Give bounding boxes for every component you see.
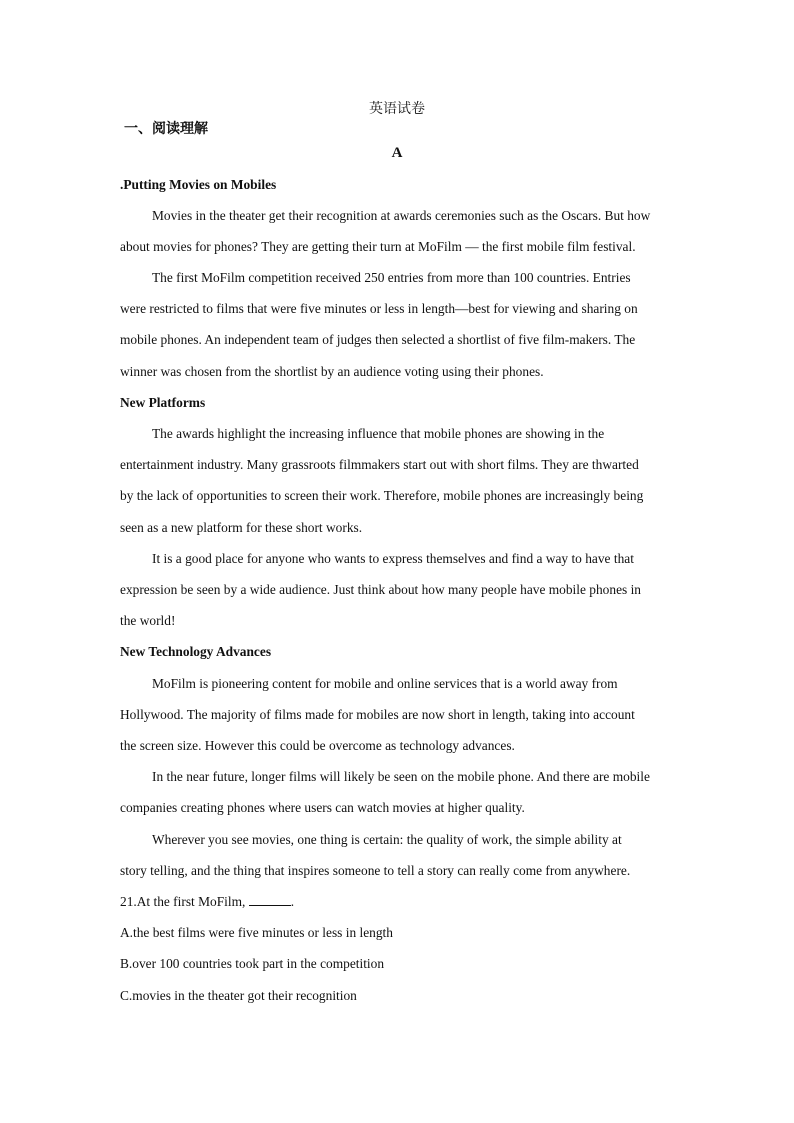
paragraph-4-line-3: the world! <box>120 613 176 628</box>
paragraph-3-line-4: seen as a new platform for these short works. <box>120 520 363 535</box>
section-heading: 一、阅读理解 <box>124 121 208 137</box>
paragraph-5-line-2: Hollywood. The majority of films made for mobiles are now short in length, taking into account <box>120 707 635 722</box>
paragraph-3-line-2: entertainment industry. Many grassroots filmmakers start out with short films. They are thwarted <box>120 457 639 472</box>
paragraph-2-line-3: mobile phones. An independent team of judges then selected a shortlist of five film-makers. The <box>120 332 636 347</box>
paragraph-7-line-2: story telling, and the thing that inspires someone to tell a story can really come from anywhere. <box>120 863 631 878</box>
paragraph-4-line-2: expression be seen by a wide audience. Just think about how many people have mobile phones in <box>120 582 641 597</box>
paragraph-4-line-1: It is a good place for anyone who wants to express themselves and find a way to have that <box>152 551 634 566</box>
paragraph-5-line-3: the screen size. However this could be overcome as technology advances. <box>120 738 515 753</box>
passage-label: A <box>391 145 403 161</box>
paragraph-6-line-2: companies creating phones where users can watch movies at higher quality. <box>120 800 525 815</box>
paragraph-3-line-3: by the lack of opportunities to screen their work. Therefore, mobile phones are increasingly being <box>120 488 644 503</box>
option-c: C.movies in the theater got their recognition <box>120 988 357 1003</box>
question-21-stem <box>120 893 680 911</box>
paragraph-7-line-1: Wherever you see movies, one thing is certain: the quality of work, the simple ability at <box>152 832 622 847</box>
paragraph-2-line-1: The first MoFilm competition received 250 entries from more than 100 countries. Entries <box>152 270 631 285</box>
heading-new-technology: New Technology Advances <box>120 644 272 659</box>
answer-blank <box>249 893 291 906</box>
paragraph-1-line-2: about movies for phones? They are getting their turn at MoFilm — the first mobile film festival. <box>120 239 636 254</box>
paragraph-2-line-2: were restricted to films that were five minutes or less in length—best for viewing and sharing on <box>120 301 638 316</box>
article-title: .Putting Movies on Mobiles <box>120 177 277 192</box>
page-title: 英语试卷 <box>369 101 425 117</box>
paragraph-2-line-4: winner was chosen from the shortlist by an audience voting using their phones. <box>120 364 544 379</box>
option-b: B.over 100 countries took part in the competition <box>120 956 385 971</box>
paragraph-5-line-1: MoFilm is pioneering content for mobile and online services that is a world away from <box>152 676 618 691</box>
heading-new-platforms: New Platforms <box>120 395 206 410</box>
question-stem-end: . <box>290 894 295 909</box>
paragraph-3-line-1: The awards highlight the increasing influence that mobile phones are showing in the <box>152 426 605 441</box>
paragraph-6-line-1: In the near future, longer films will likely be seen on the mobile phone. And there are mobile <box>152 769 650 784</box>
question-stem-text: 21.At the first MoFilm, <box>120 894 246 909</box>
option-a: A.the best films were five minutes or less in length <box>120 925 393 940</box>
paragraph-1-line-1: Movies in the theater get their recognition at awards ceremonies such as the Oscars. But how <box>152 208 651 223</box>
